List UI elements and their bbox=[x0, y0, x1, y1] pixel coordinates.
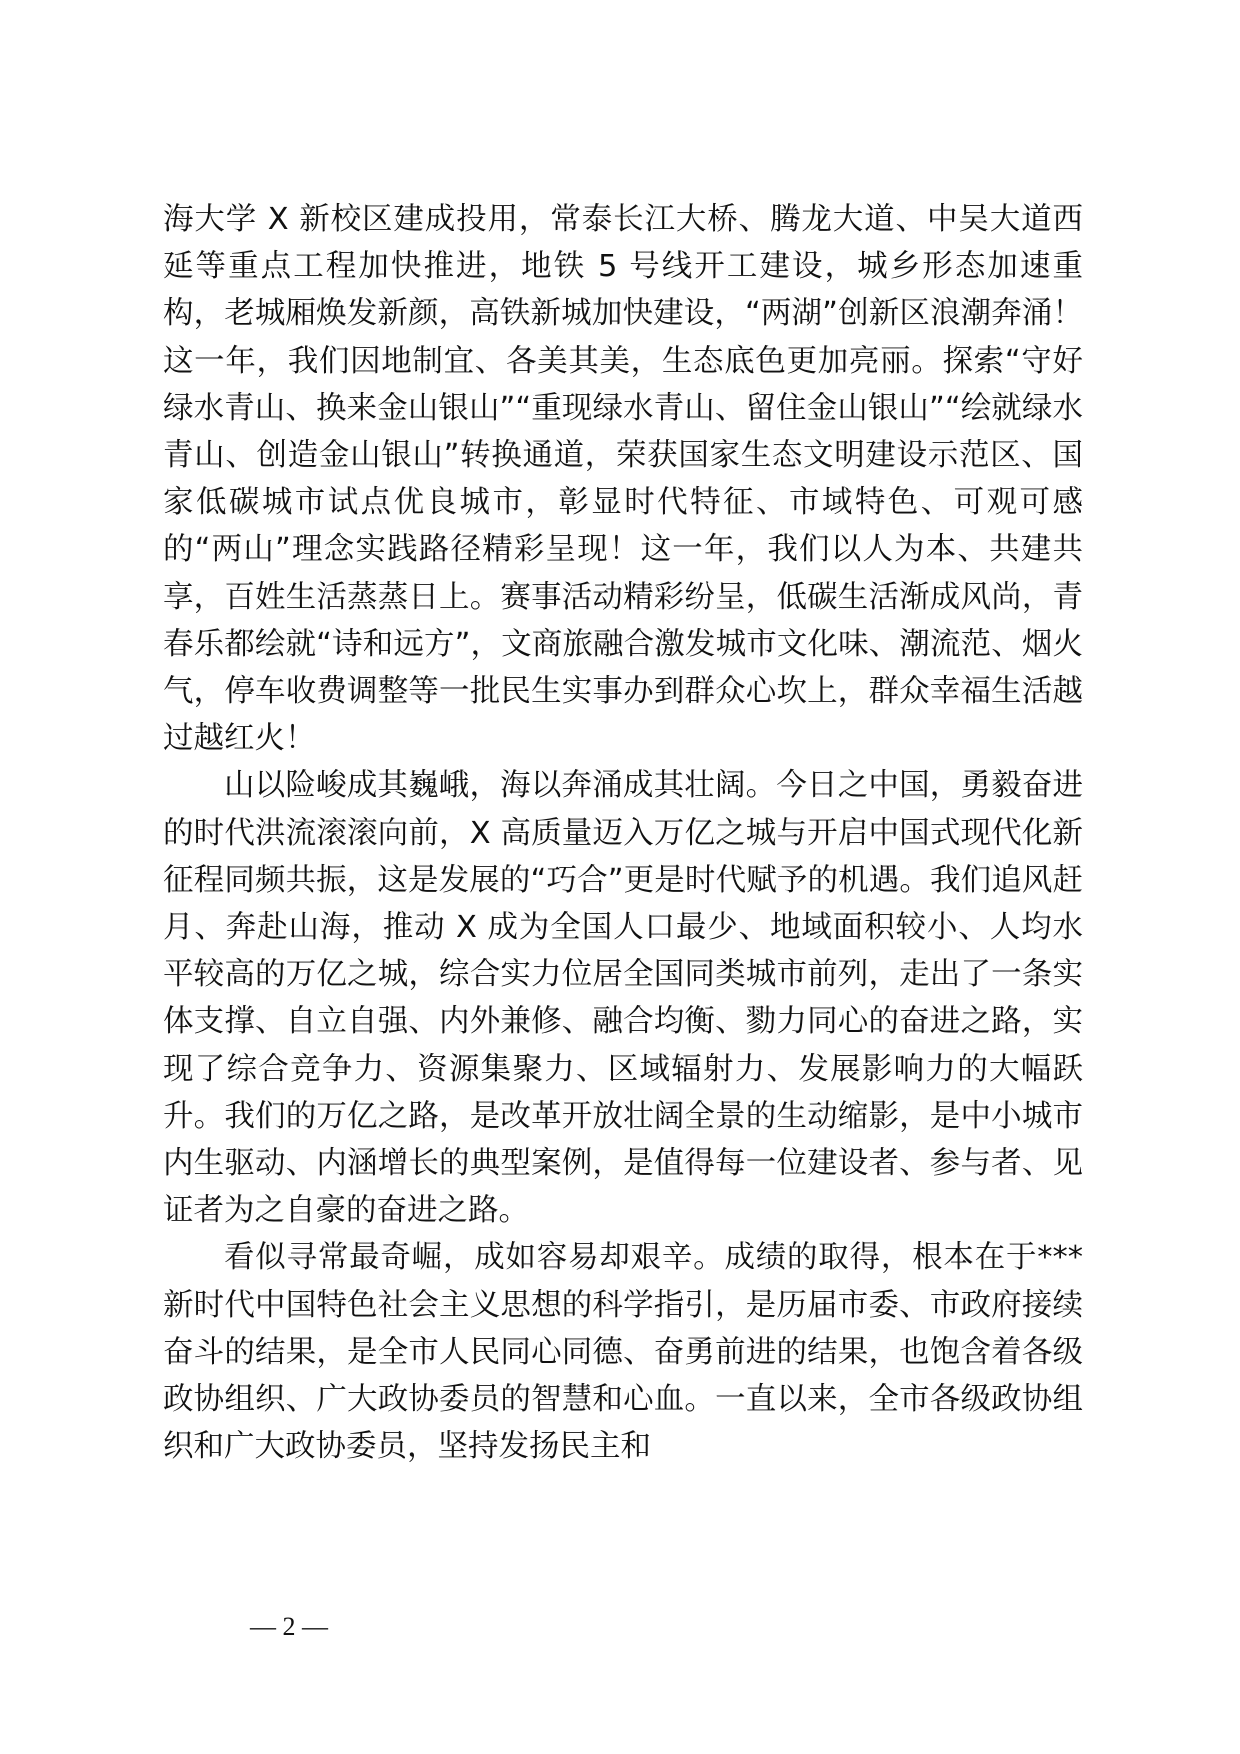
paragraph-3: 看似寻常最奇崛，成如容易却艰辛。成绩的取得，根本在于***新时代中国特色社会主义思想的科学指引，是历届市委、市政府接续奋斗的结果，是全市人民同心同德、奋勇前进的结果，也饱含着各级政协组织、广大政协委员的智慧和心血。一直以来，全市各级政协组织和广大政协委员，坚持发扬民主和 bbox=[163, 1240, 1083, 1465]
paragraph-2: 山以险峻成其巍峨，海以奔涌成其壮阔。今日之中国，勇毅奋进的时代洪流滚滚向前，X 高质量迈入万亿之城与开启中国式现代化新征程同频共振，这是发展的“巧合”更是时代赋予的机遇。我们追风赶月、奔赴山海，推动 X 成为全国人口最少、地域面积较小、人均水平较高的万亿之城，综合实力位居全国同类城市前列，走出了一条实体支撑、自立自强、内外兼修、融合均衡、勠力同心的奋进之路，实现了综合竞争力、资源集聚力、区域辐射力、发展影响力的大幅跃升。我们的万亿之路，是改革开放壮阔全景的生动缩影，是中小城市内生驱动、内涵增长的典型案例，是值得每一位建设者、参与者、见证者为之自豪的奋进之路。 bbox=[163, 768, 1083, 1229]
paragraph-1: 海大学 X 新校区建成投用，常泰长江大桥、腾龙大道、中吴大道西延等重点工程加快推进，地铁 5 号线开工建设，城乡形态加速重构，老城厢焕发新颜，高铁新城加快建设，“两湖”创新区浪潮奔涌！这一年，我们因地制宜、各美其美，生态底色更加亮丽。探索“守好绿水青山、换来金山银山”“重现绿水青山、留住金山银山”“绘就绿水青山、创造金山银山”转换通道，荣获国家生态文明建设示范区、国家低碳城市试点优良城市，彰显时代特征、市域特色、可观可感的“两山”理念实践路径精彩呈现！这一年，我们以人为本、共建共享，百姓生活蒸蒸日上。赛事活动精彩纷呈，低碳生活渐成风尚，青春乐都绘就“诗和远方”，文商旅融合激发城市文化味、潮流范、烟火气，停车收费调整等一批民生实事办到群众心坎上，群众幸福生活越过越红火！ bbox=[163, 202, 1083, 757]
body-text bbox=[163, 196, 1083, 1470]
page-number: — 2 — bbox=[250, 1612, 328, 1641]
